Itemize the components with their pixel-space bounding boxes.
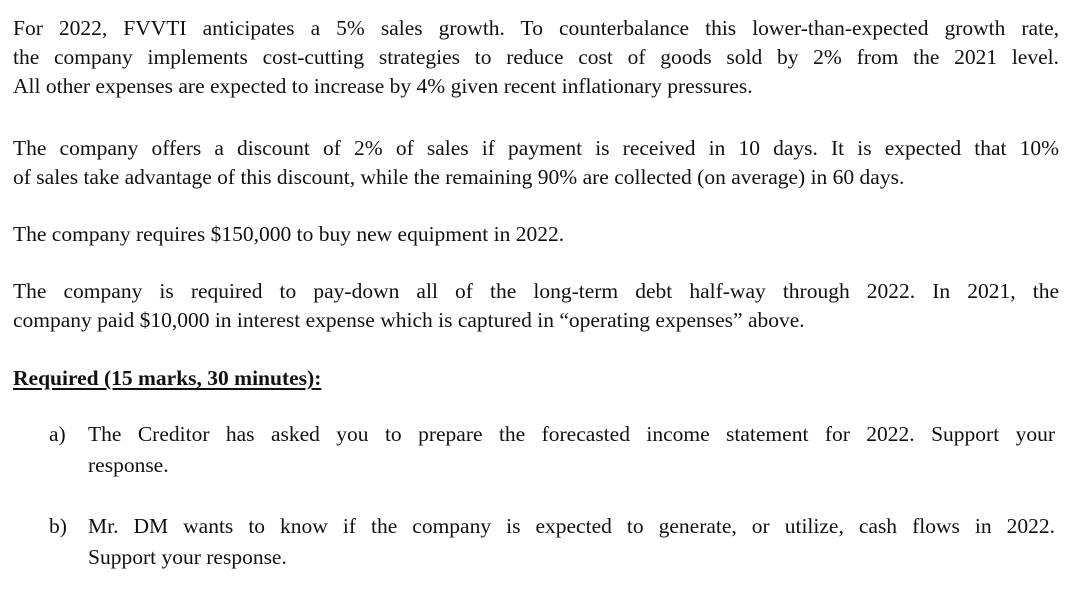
question-text-line: Support your response. xyxy=(88,545,287,569)
text-line: All other expenses are expected to increase by 4% given recent inflationary pressures. xyxy=(13,74,753,98)
question-label: b) xyxy=(49,514,67,538)
text-line: The company is required to pay-down all of the long-term debt half-way through 2022. In 2021, the xyxy=(13,279,1059,303)
question-label: a) xyxy=(49,422,66,446)
question-text-line: The Creditor has asked you to prepare the forecasted income statement for 2022. Support your xyxy=(88,422,1055,446)
question-text-line: response. xyxy=(88,453,169,477)
required-heading: Required (15 marks, 30 minutes): xyxy=(13,366,322,390)
paragraph-sales-growth xyxy=(13,14,1059,101)
text-line: company paid $10,000 in interest expense which is captured in “operating expenses” above. xyxy=(13,308,805,332)
text-line: The company requires $150,000 to buy new equipment in 2022. xyxy=(13,222,565,246)
text-line: The company offers a discount of 2% of sales if payment is received in 10 days. It is expected that 10% xyxy=(13,136,1059,160)
paragraph-equipment xyxy=(13,220,1059,249)
question-a xyxy=(49,419,1055,481)
paragraph-debt xyxy=(13,277,1059,335)
text-line: the company implements cost-cutting strategies to reduce cost of goods sold by 2% from the 2021 level. xyxy=(13,45,1059,69)
text-line: of sales take advantage of this discount, while the remaining 90% are collected (on average) in 60 days. xyxy=(13,165,905,189)
question-text-line: Mr. DM wants to know if the company is expected to generate, or utilize, cash flows in 2022. xyxy=(88,514,1055,538)
paragraph-discount-terms xyxy=(13,134,1059,192)
question-b xyxy=(49,511,1055,573)
text-line: For 2022, FVVTI anticipates a 5% sales growth. To counterbalance this lower-than-expected growth rate, xyxy=(13,16,1059,40)
